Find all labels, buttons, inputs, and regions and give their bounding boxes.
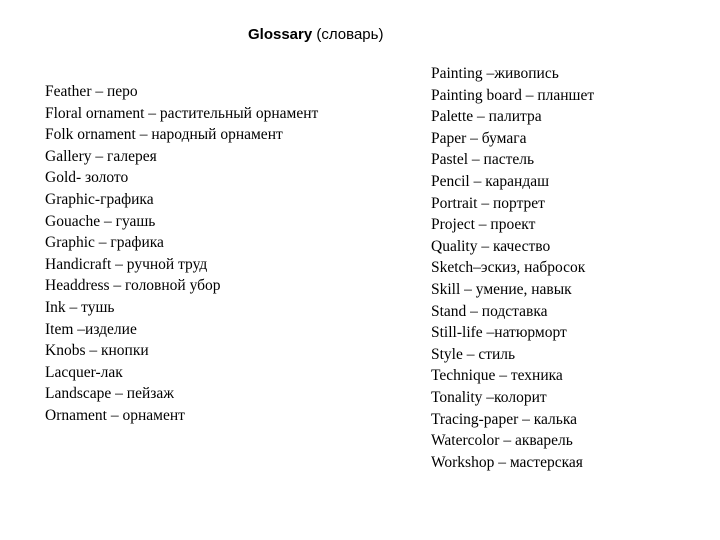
glossary-entry: Portrait – портрет: [431, 194, 545, 212]
glossary-entry: Headdress – головной убор: [45, 277, 221, 295]
glossary-entry: Lacquer-лак: [45, 363, 123, 381]
glossary-entry: Pastel – пастель: [431, 151, 535, 169]
glossary-entry: Graphic – графика: [45, 234, 164, 252]
glossary-entry: Technique – техника: [431, 367, 563, 385]
glossary-entry: Item –изделие: [45, 320, 137, 338]
glossary-title-main: Glossary: [248, 26, 313, 43]
glossary-entry: Tonality –колорит: [431, 388, 547, 406]
glossary-entry: Style – стиль: [431, 345, 516, 363]
glossary-entry: Sketch–эскиз, набросок: [431, 259, 586, 277]
glossary-entry: Paper – бумага: [431, 129, 527, 147]
glossary-title: [248, 24, 383, 46]
glossary-title-sub: (словарь): [316, 26, 384, 43]
glossary-entry: Quality – качество: [431, 237, 551, 255]
glossary-entry: Painting –живопись: [431, 65, 559, 82]
glossary-entry: Folk ornament – народный орнамент: [45, 126, 283, 144]
glossary-entry: Graphic-графика: [45, 190, 154, 208]
glossary-entry: Skill – умение, навык: [431, 280, 572, 298]
glossary-entry: Gouache – гуашь: [45, 212, 156, 230]
glossary-entry: Painting board – планшет: [431, 86, 595, 104]
glossary-entry: Gallery – галерея: [45, 147, 157, 165]
glossary-entry: Project – проект: [431, 216, 536, 234]
glossary-entry: Floral ornament – растительный орнамент: [45, 104, 319, 122]
glossary-entry: Watercolor – акварель: [431, 432, 573, 450]
glossary-entry: Stand – подставка: [431, 302, 548, 320]
glossary-entry: Gold- золото: [45, 169, 129, 187]
glossary-entry: Tracing-paper – калька: [431, 410, 578, 428]
glossary-right-column: [431, 63, 594, 473]
glossary-entry: Ink – тушь: [45, 298, 115, 316]
glossary-entry: Still-life –натюрморт: [431, 324, 567, 342]
glossary-entry: Pencil – карандаш: [431, 172, 550, 190]
glossary-entry: Landscape – пейзаж: [45, 385, 174, 403]
glossary-entry: Ornament – орнамент: [45, 406, 185, 424]
glossary-left-column: [45, 81, 318, 427]
glossary-entry: Workshop – мастерская: [431, 453, 583, 471]
glossary-entry: Feather – перо: [45, 83, 138, 100]
glossary-entry: Knobs – кнопки: [45, 342, 149, 360]
glossary-entry: Handicraft – ручной труд: [45, 255, 208, 273]
glossary-entry: Palette – палитра: [431, 108, 542, 126]
